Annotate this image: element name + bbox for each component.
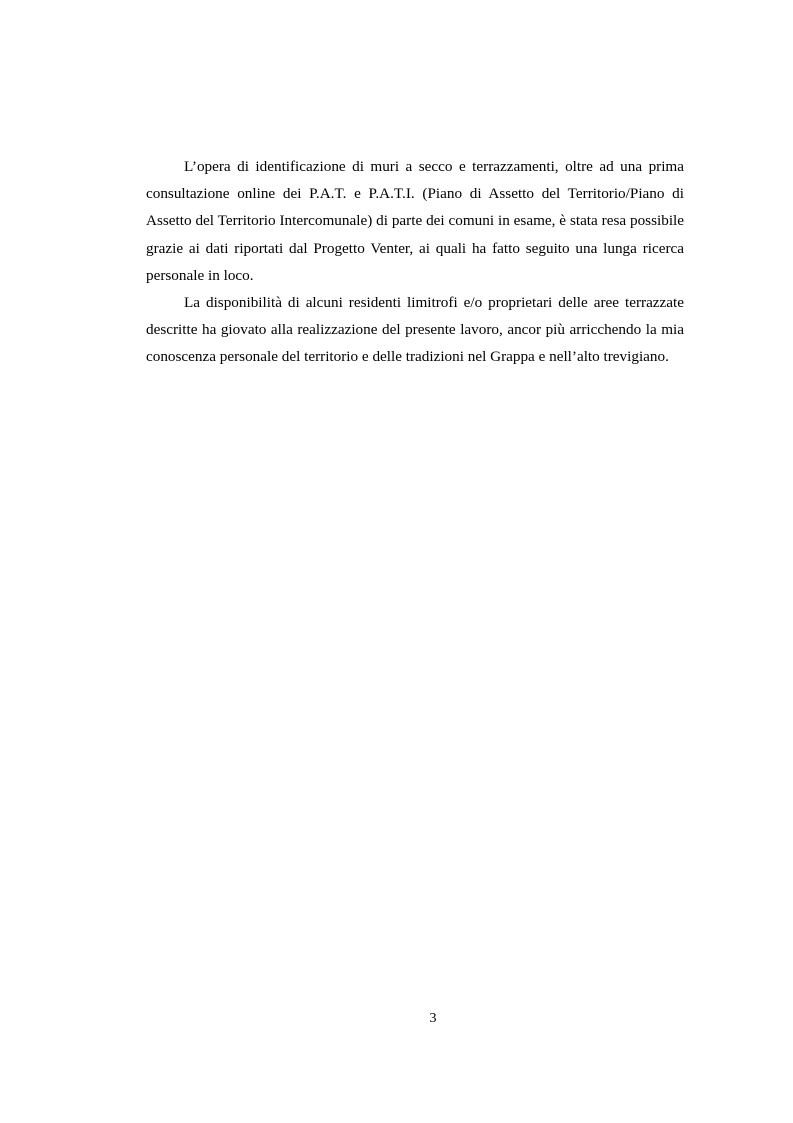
body-text [146, 153, 684, 371]
page-number: 3 [429, 1011, 437, 1026]
paragraph-2: La disponibilità di alcuni residenti limitrofi e/o proprietari delle aree terrazzate descritte ha giovato alla realizzazione del presente lavoro, ancor più arricchendo la mia conoscenza personale del territorio e delle tradizioni nel Grappa e nell’alto trevigiano. [146, 294, 684, 366]
paragraph-1: L’opera di identificazione di muri a secco e terrazzamenti, oltre ad una prima consultazione online dei P.A.T. e P.A.T.I. (Piano di Assetto del Territorio/Piano di Assetto del Territorio Intercomunale) di parte dei comuni in esame, è stata resa possibile grazie ai dati riportati dal Progetto Venter, ai quali ha fatto seguito una lunga ricerca personale in loco. [146, 158, 684, 284]
